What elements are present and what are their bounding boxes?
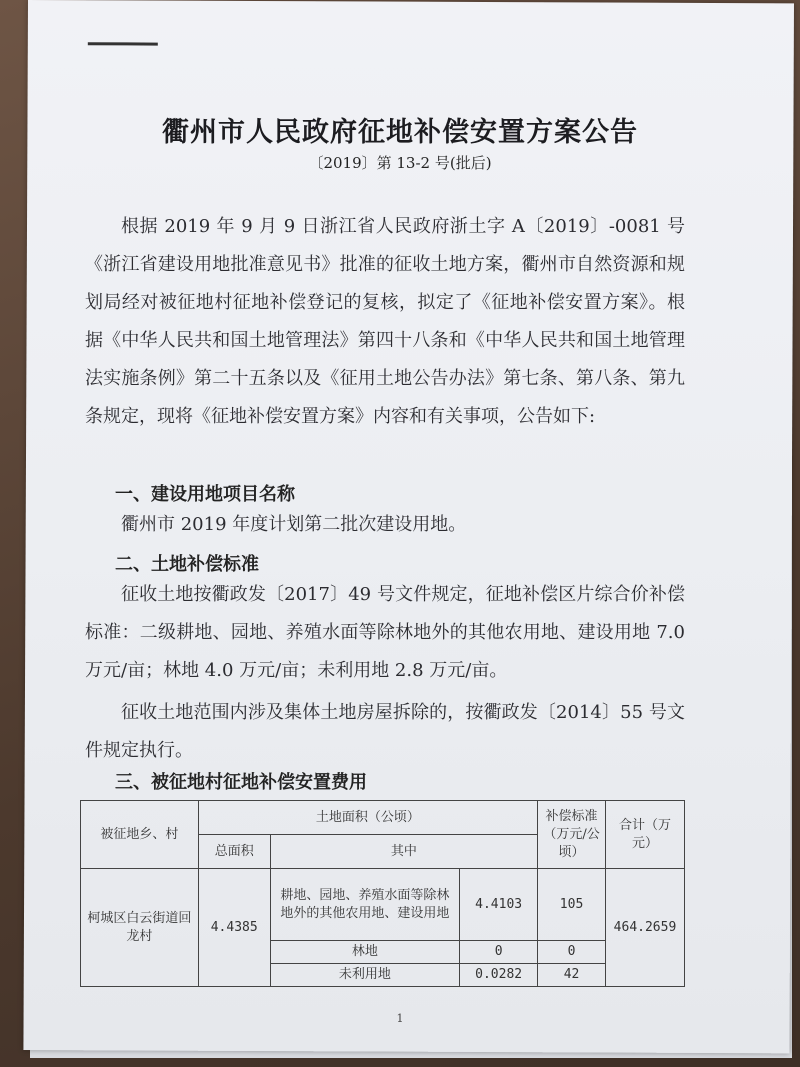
compensation-table xyxy=(80,800,685,987)
section-heading-2: 二、土地补偿标准 xyxy=(115,554,259,575)
land-area-cell: 0.0282 xyxy=(460,964,538,987)
section1-body: 衢州市 2019 年度计划第二批次建设用地。 xyxy=(121,514,467,535)
intro-paragraph: 根据 2019 年 9 月 9 日浙江省人民政府浙土字 A〔2019〕-0081 号《浙江省建设用地批准意见书》批准的征收土地方案，衢州市自然资源和规划局经对被征地村征地补偿登记的复核，拟定了《征地补偿安置方案》。根据《中华人民共和国土地管理法》第四十八条和《中华人民共和国土地管理法实施条例》第二十五条以及《征用土地公告办法》第七条、第八条、第九条规定，现将《征地补偿安置方案》内容和有关事项，公告如下: xyxy=(85,216,685,427)
header-total: 合计（万元） xyxy=(605,801,684,869)
header-land-area: 土地面积（公顷） xyxy=(198,801,537,835)
village-name: 柯城区白云街道回龙村 xyxy=(81,869,199,987)
total-area-value: 4.4385 xyxy=(198,869,270,987)
header-standard: 补偿标准（万元/公顷） xyxy=(538,801,606,869)
standard-cell: 0 xyxy=(538,941,606,964)
land-area-cell: 4.4103 xyxy=(460,869,538,941)
header-among: 其中 xyxy=(270,835,537,869)
section2-body-1: 征收土地按衢政发〔2017〕49 号文件规定，征地补偿区片综合价补偿标准：二级耕地、园地、养殖水面等除林地外的其他农用地、建设用地 7.0 万元/亩；林地 4.0 万元/亩；未利用地 2.8 万元/亩。 xyxy=(85,584,685,681)
header-dash xyxy=(88,42,158,45)
document-number: 〔2019〕第 13-2 号(批后) xyxy=(308,154,492,172)
section-heading-1: 一、建设用地项目名称 xyxy=(115,484,295,505)
section-heading-3: 三、被征地村征地补偿安置费用 xyxy=(115,772,367,793)
page-number: 1 xyxy=(396,1012,404,1025)
land-type-cell: 未利用地 xyxy=(270,964,460,987)
section2-body-2: 征收土地范围内涉及集体土地房屋拆除的，按衢政发〔2014〕55 号文件规定执行。 xyxy=(85,702,685,761)
land-area-cell: 0 xyxy=(460,941,538,964)
header-total-area: 总面积 xyxy=(198,835,270,869)
land-type-cell: 耕地、园地、养殖水面等除林地外的其他农用地、建设用地 xyxy=(270,869,460,941)
document-title: 衢州市人民政府征地补偿安置方案公告 xyxy=(162,117,638,148)
total-value: 464.2659 xyxy=(605,869,684,987)
header-village: 被征地乡、村 xyxy=(81,801,199,869)
standard-cell: 105 xyxy=(538,869,606,941)
standard-cell: 42 xyxy=(538,964,606,987)
land-type-cell: 林地 xyxy=(270,941,460,964)
